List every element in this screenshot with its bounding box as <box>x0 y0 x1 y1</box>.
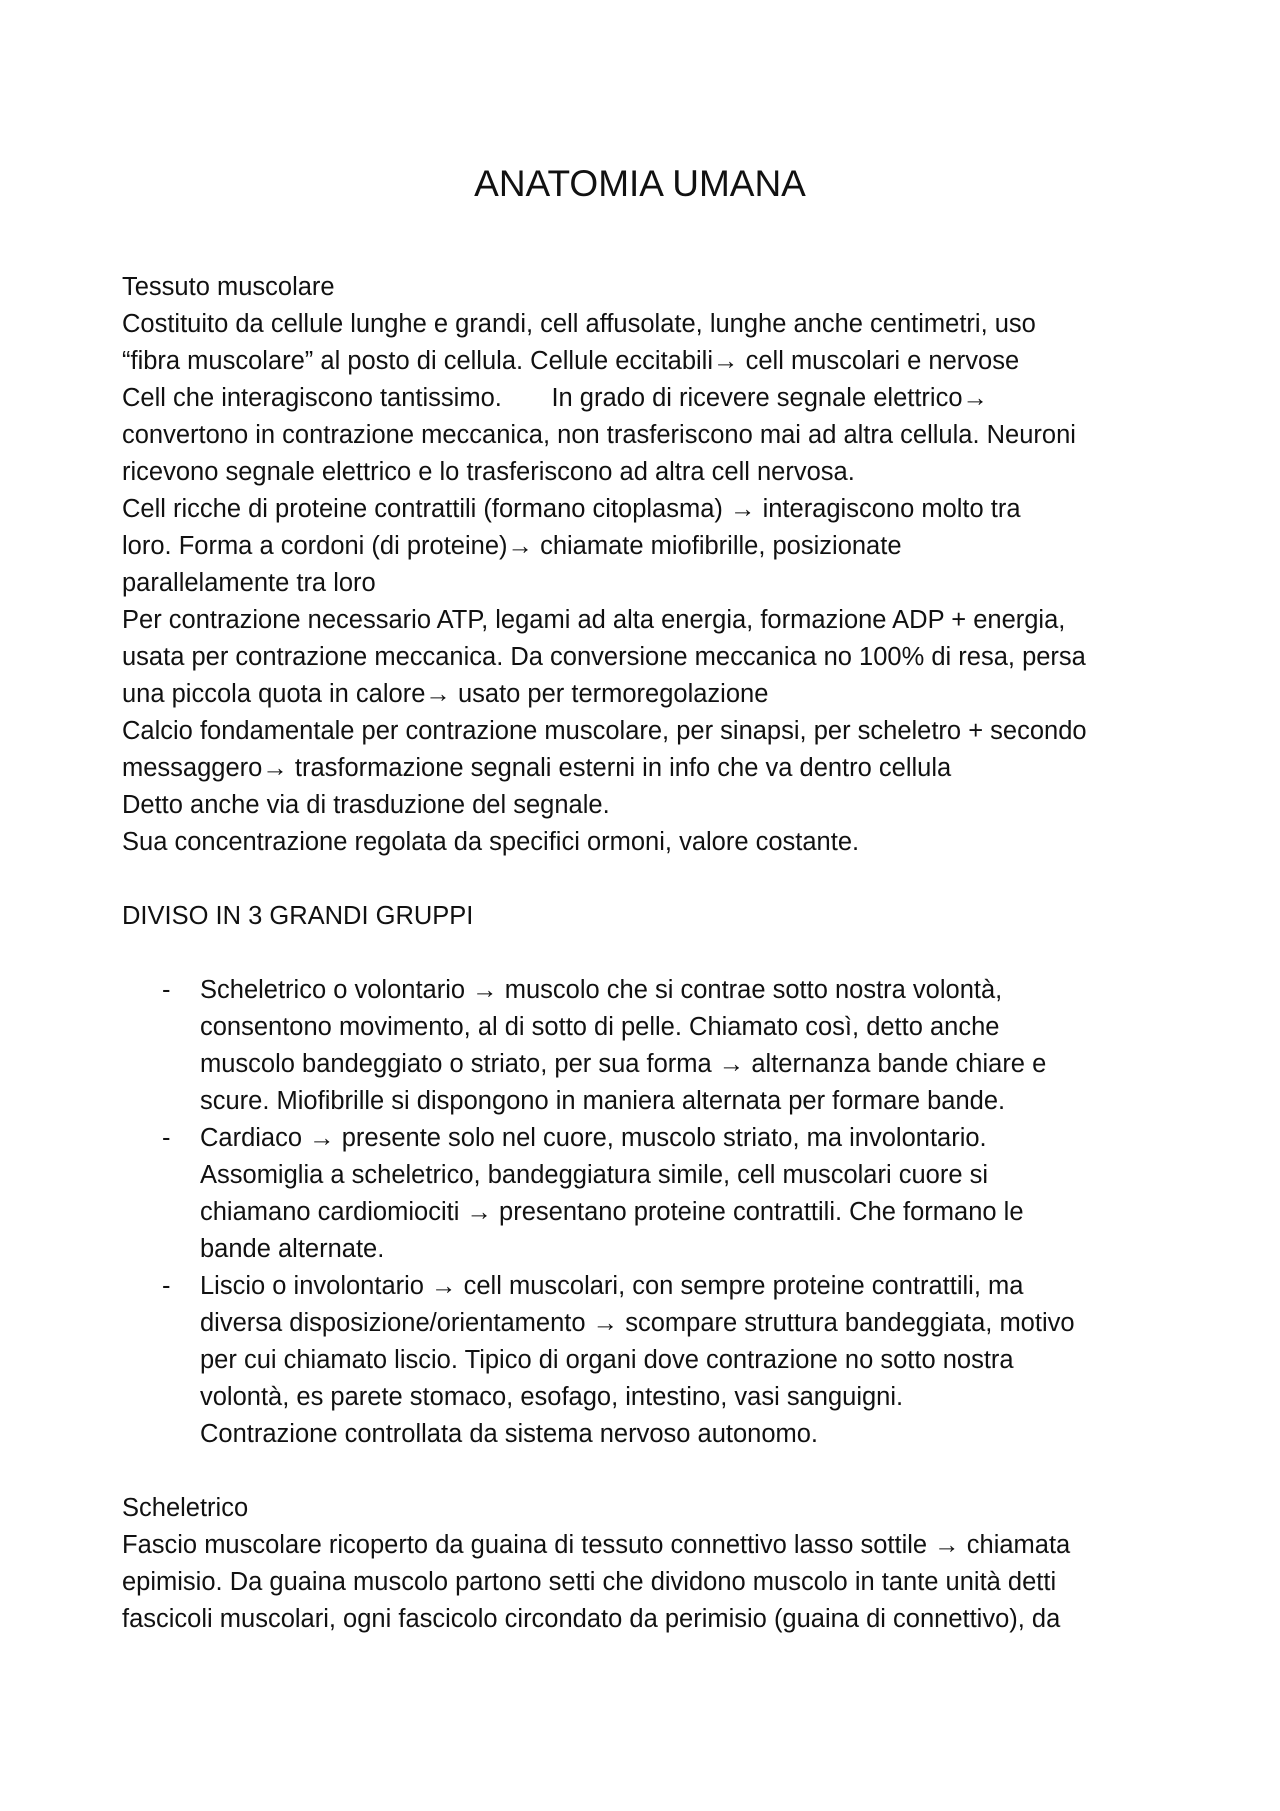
text-line: muscolo bandeggiato o striato, per sua forma → alternanza bande chiare e <box>200 1050 1047 1078</box>
bullet-dash: - <box>162 1124 171 1152</box>
text-line: Sua concentrazione regolata da specifici ormoni, valore costante. <box>122 828 860 856</box>
text-line: parallelamente tra loro <box>122 569 376 597</box>
text-line: epimisio. Da guaina muscolo partono setti che dividono muscolo in tante unità detti <box>122 1568 1057 1596</box>
text-line: scure. Miofibrille si dispongono in maniera alternata per formare bande. <box>200 1087 1006 1115</box>
text-line: una piccola quota in calore→ usato per termoregolazione <box>122 680 769 708</box>
bullet-dash: - <box>162 976 171 1004</box>
blank-line <box>122 861 1182 898</box>
blank-line <box>122 1453 1182 1490</box>
section-heading: Scheletrico <box>122 1494 249 1522</box>
text-line: consentono movimento, al di sotto di pelle. Chiamato così, detto anche <box>200 1013 1000 1041</box>
text-line: Liscio o involontario → cell muscolari, con sempre proteine contrattili, ma <box>200 1272 1024 1300</box>
text-line: “fibra muscolare” al posto di cellula. Cellule eccitabili→ cell muscolari e nervose <box>122 347 1020 375</box>
text-line: Cell che interagiscono tantissimo. In grado di ricevere segnale elettrico→ <box>122 384 989 412</box>
text-line: messaggero→ trasformazione segnali esterni in info che va dentro cellula <box>122 754 952 782</box>
document-title: ANATOMIA UMANA <box>474 163 806 204</box>
list-item <box>122 1120 1182 1268</box>
section-paragraph <box>122 1527 1182 1638</box>
text-line: chiamano cardiomiociti → presentano proteine contrattili. Che formano le <box>200 1198 1024 1226</box>
text-line: Cell ricche di proteine contrattili (formano citoplasma) → interagiscono molto tra <box>122 495 1021 523</box>
text-line: Costituito da cellule lunghe e grandi, cell affusolate, lunghe anche centimetri, uso <box>122 310 1036 338</box>
text-line: volontà, es parete stomaco, esofago, intestino, vasi sanguigni. <box>200 1383 904 1411</box>
text-line: per cui chiamato liscio. Tipico di organi dove contrazione no sotto nostra <box>200 1346 1014 1374</box>
text-line: Fascio muscolare ricoperto da guaina di tessuto connettivo lasso sottile → chiamata <box>122 1531 1071 1559</box>
text-line: Assomiglia a scheletrico, bandeggiatura simile, cell muscolari cuore si <box>200 1161 989 1189</box>
text-line: Cardiaco → presente solo nel cuore, muscolo striato, ma involontario. <box>200 1124 987 1152</box>
document-body <box>122 269 1182 1638</box>
bullet-dash: - <box>162 1272 171 1300</box>
text-line: ricevono segnale elettrico e lo trasferiscono ad altra cell nervosa. <box>122 458 855 486</box>
text-line: fascicoli muscolari, ogni fascicolo circondato da perimisio (guaina di connettivo), da <box>122 1605 1061 1633</box>
muscle-groups-list <box>122 972 1182 1416</box>
groups-heading: DIVISO IN 3 GRANDI GRUPPI <box>122 902 474 930</box>
list-item <box>122 972 1182 1120</box>
text-line: Tessuto muscolare <box>122 273 335 301</box>
text-line: Calcio fondamentale per contrazione muscolare, per sinapsi, per scheletro + secondo <box>122 717 1087 745</box>
text-line: Detto anche via di trasduzione del segnale. <box>122 791 610 819</box>
text-line: diversa disposizione/orientamento → scompare struttura bandeggiata, motivo <box>200 1309 1075 1337</box>
intro-paragraph <box>122 269 1182 861</box>
text-line: bande alternate. <box>200 1235 385 1263</box>
text-line: loro. Forma a cordoni (di proteine)→ chiamate miofibrille, posizionate <box>122 532 902 560</box>
text-line: usata per contrazione meccanica. Da conversione meccanica no 100% di resa, persa <box>122 643 1086 671</box>
list-tail-line: Contrazione controllata da sistema nervoso autonomo. <box>200 1420 819 1448</box>
blank-line <box>122 935 1182 972</box>
text-line: Scheletrico o volontario → muscolo che si contrae sotto nostra volontà, <box>200 976 1003 1004</box>
list-item <box>122 1268 1182 1416</box>
text-line: convertono in contrazione meccanica, non trasferiscono mai ad altra cellula. Neuroni <box>122 421 1076 449</box>
text-line: Per contrazione necessario ATP, legami ad alta energia, formazione ADP + energia, <box>122 606 1066 634</box>
